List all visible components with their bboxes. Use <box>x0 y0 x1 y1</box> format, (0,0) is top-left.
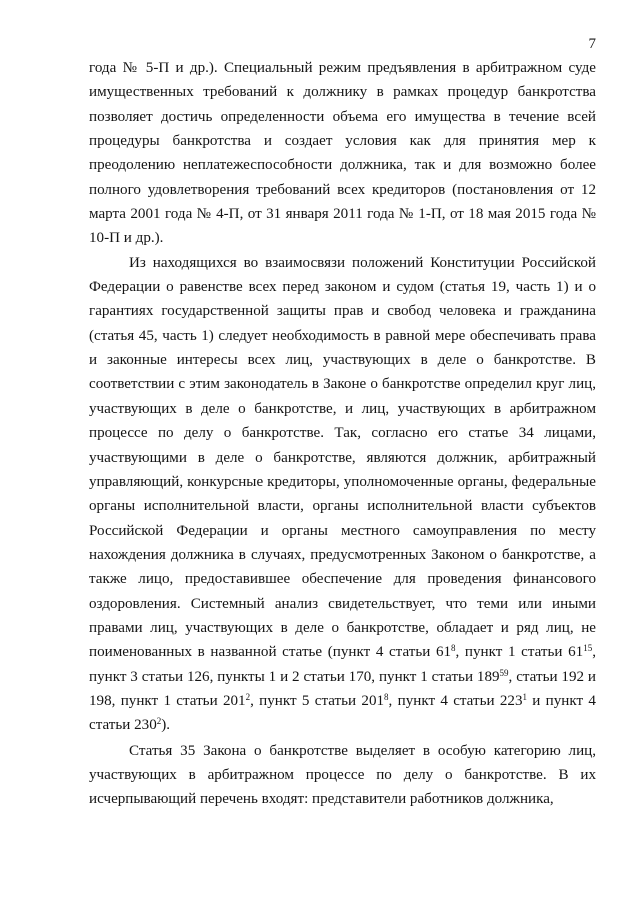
text-segment: , пункт 1 статьи 61 <box>455 644 584 661</box>
text-segment: Статья 35 Закона о банкротстве выделяет в особую категорию лиц, участвующих в арбитражном процессе по делу о банкротстве. В их исчерпывающий перечень входят: представители работников должника, <box>89 742 596 808</box>
article-superscript-index: 1 <box>522 692 527 702</box>
text-segment: , пункт 5 статьи 201 <box>250 692 385 709</box>
text-segment: , статьи 192 и 198, пункт 1 статьи 201 <box>89 668 596 709</box>
paragraph-article-35 <box>89 739 596 812</box>
text-segment: , пункт 4 статьи 223 <box>388 692 523 709</box>
article-superscript-index: 2 <box>156 716 162 727</box>
page-number: 7 <box>588 36 596 52</box>
text-segment: Из находящихся во взаимосвязи положений Конституции Российской Федерации о равенстве всех перед законом и судом (статья 19, часть 1) и о гарантиях государственной защиты прав и свобод человека и гражданина (статья 45, часть 1) следует необходимость в равной мере обеспечивать права и законные интересы всех лиц, участвующих в деле о банкротстве. В соответствии с этим законодатель в Законе о банкротстве определил круг лиц, участвующих в деле о банкротстве, и лиц, участвующих в арбитражном процессе по делу о банкротстве. Так, согласно его статье 34 лицами, участвующими в деле о банкротстве, являются должник, арбитражный управляющий, конкурсные кредиторы, уполномоченные органы, федеральные органы исполнительной власти, органы исполнительной власти субъектов Российской Федерации и органы местного самоуправления по месту нахождения должника в случаях, предусмотренных Законом о банкротстве, а также лицо, предоставившее обеспечение для проведения финансового оздоровления. Системный анализ свидетельствует, что теми или иными правами лиц, участвующих в деле о банкротстве, обладает и ряд лиц, не поименованных в названной статье (пункт 4 статьи 61 <box>89 254 596 661</box>
paragraph-continuation <box>89 56 596 251</box>
text-segment: ). <box>161 717 171 734</box>
text-segment: и пункт 4 статьи 230 <box>89 692 596 734</box>
document-body <box>89 56 596 812</box>
article-superscript-index: 8 <box>384 692 389 702</box>
paragraph-constitution-provisions <box>89 251 596 738</box>
article-superscript-index: 2 <box>245 692 251 702</box>
text-segment: года № 5-П и др.). Специальный режим предъявления в арбитражном суде имущественных требований к должнику в рамках процедур банкротства позволяет достичь определенности объема его имущества в течение всей процедуры банкротства и создает условия как для принятия мер к преодолению неплатежеспособности должника, так и для возможно более полного удовлетворения требований всех кредиторов (постановления от 12 марта 2001 года № 4-П, от 31 января 2011 года № 1-П, от 18 мая 2015 года № 10-П и др.). <box>89 60 596 247</box>
text-segment: , пункт 3 статьи 126, пункты 1 и 2 статьи 170, пункт 1 статьи 189 <box>89 644 596 685</box>
article-superscript-index: 15 <box>583 643 593 654</box>
article-superscript-index: 8 <box>451 643 456 654</box>
article-superscript-index: 59 <box>499 667 509 678</box>
